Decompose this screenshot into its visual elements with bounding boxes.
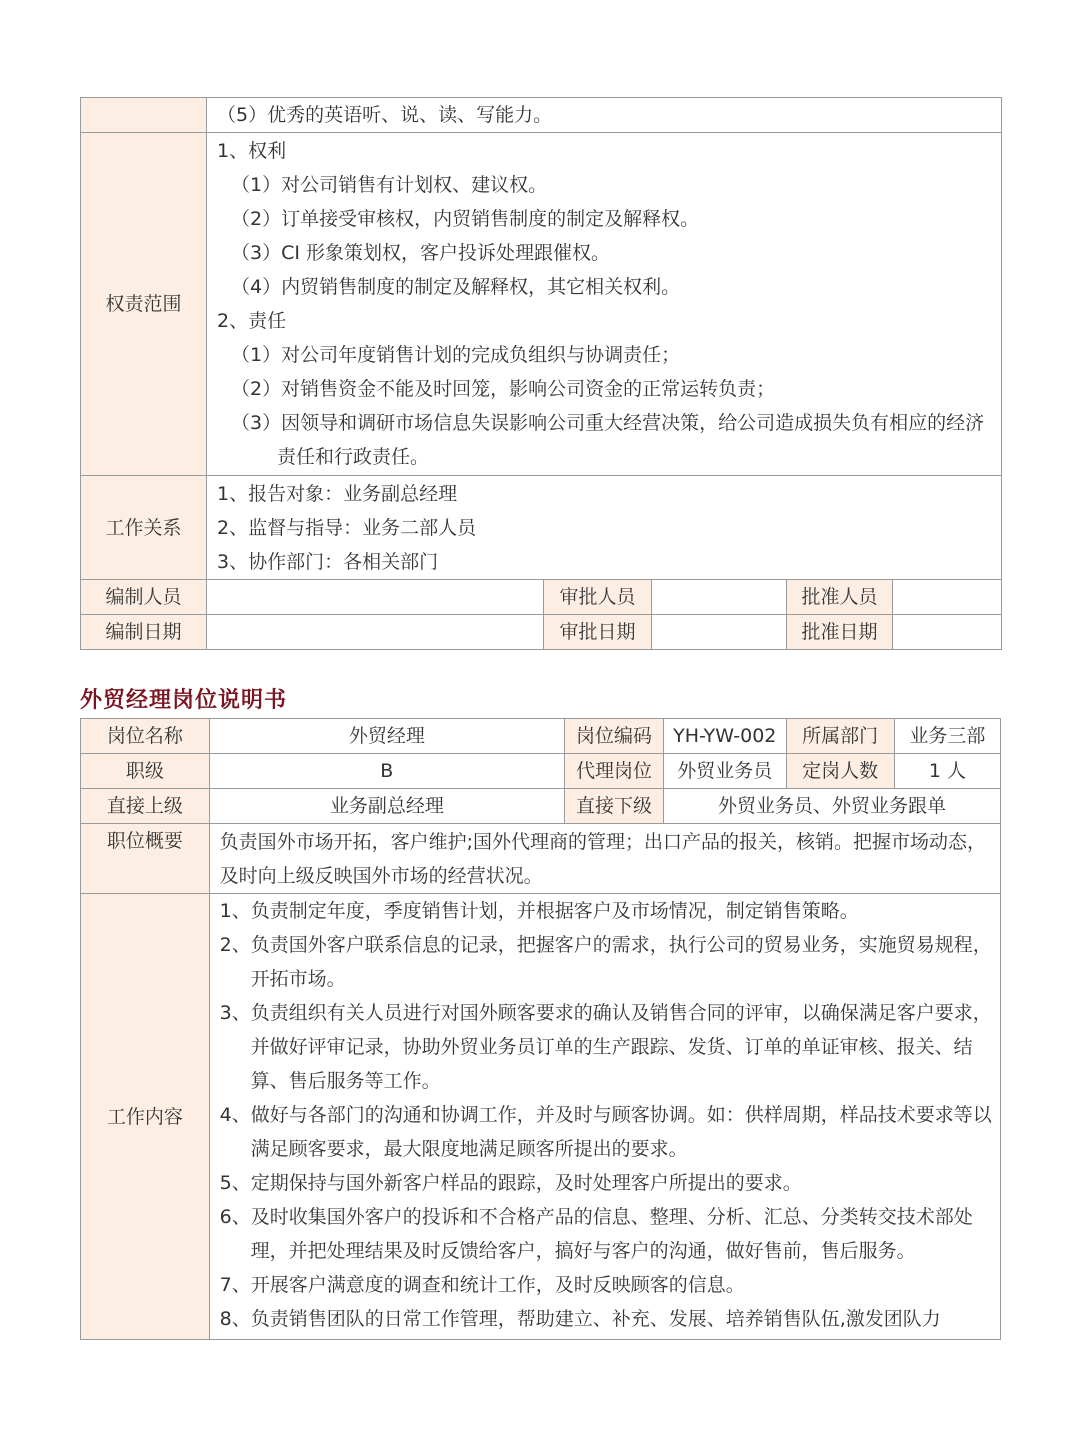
deputy-label: 代理岗位 xyxy=(564,754,663,789)
responsibility-item: （2）对销售资金不能及时回笼，影响公司资金的正常运转负责； xyxy=(231,378,776,400)
relation-item: 2、监督与指导：业务二部人员 xyxy=(217,516,477,539)
job-description-table-1 xyxy=(80,97,1002,650)
job-description-table-2 xyxy=(80,718,1001,1340)
authority-row xyxy=(81,133,1002,476)
preparer-row xyxy=(81,580,1002,615)
prepare-date-value xyxy=(207,615,544,650)
duties-heading: 2、责任 xyxy=(217,310,287,332)
section-title: 外贸经理岗位说明书 xyxy=(80,687,288,713)
empty-label-cell xyxy=(81,98,207,133)
reviewer-value xyxy=(652,580,787,615)
approve-date-value xyxy=(893,615,1002,650)
duty-item: 5、定期保持与国外新客户样品的跟踪，及时处理客户所提出的要求。 xyxy=(219,1172,802,1194)
superior-label: 直接上级 xyxy=(81,789,210,824)
duties-label: 工作内容 xyxy=(81,894,210,1340)
preparer-label: 编制人员 xyxy=(81,580,207,615)
department-label: 所属部门 xyxy=(786,719,894,754)
position-row xyxy=(81,719,1001,754)
authority-content xyxy=(207,133,1002,476)
relation-item: 3、协作部门：各相关部门 xyxy=(217,550,439,573)
duty-item: 7、开展客户满意度的调查和统计工作，及时反映顾客的信息。 xyxy=(219,1274,745,1296)
headcount-label: 定岗人数 xyxy=(786,754,894,789)
department-value: 业务三部 xyxy=(894,719,1000,754)
english-skill-text: （5）优秀的英语听、说、读、写能力。 xyxy=(207,98,1002,133)
grade-value: B xyxy=(209,754,564,789)
preparer-value xyxy=(207,580,544,615)
reviewer-label: 审批人员 xyxy=(544,580,652,615)
qualification-row xyxy=(81,98,1002,133)
right-item: （1）对公司销售有计划权、建议权。 xyxy=(231,174,548,196)
deputy-value: 外贸业务员 xyxy=(664,754,787,789)
duty-item: 4、做好与各部门的沟通和协调工作，并及时与顾客协调。如：供样周期，样品技术要求等以满足顾客要求，最大限度地满足顾客所提出的要求。 xyxy=(219,1104,992,1160)
reporting-row xyxy=(81,789,1001,824)
review-date-label: 审批日期 xyxy=(544,615,652,650)
position-code-label: 岗位编码 xyxy=(564,719,663,754)
responsibility-item: （3）因领导和调研市场信息失误影响公司重大经营决策，给公司造成损失负有相应的经济责任和行政责任。 xyxy=(231,412,985,468)
duty-item: 8、负责销售团队的日常工作管理，帮助建立、补充、发展、培养销售队伍,激发团队力 xyxy=(219,1308,941,1330)
duty-item: 2、负责国外客户联系信息的记录，把握客户的需求，执行公司的贸易业务，实施贸易规程，开拓市场。 xyxy=(219,934,992,990)
right-item: （2）订单接受审核权，内贸销售制度的制定及解释权。 xyxy=(231,208,700,230)
relation-item: 1、报告对象：业务副总经理 xyxy=(217,482,458,505)
position-name-label: 岗位名称 xyxy=(81,719,210,754)
approver-label: 批准人员 xyxy=(787,580,893,615)
right-item: （3）CI 形象策划权，客户投诉处理跟催权。 xyxy=(231,242,610,264)
relations-content xyxy=(207,476,1002,580)
summary-row xyxy=(81,824,1001,894)
duties-row xyxy=(81,894,1001,1340)
duty-item: 6、及时收集国外客户的投诉和不合格产品的信息、整理、分析、汇总、分类转交技术部处理，并把处理结果及时反馈给客户，搞好与客户的沟通，做好售前，售后服务。 xyxy=(219,1206,973,1262)
summary-label: 职位概要 xyxy=(81,824,210,894)
right-item: （4）内贸销售制度的制定及解释权，其它相关权利。 xyxy=(231,276,681,298)
relations-row xyxy=(81,476,1002,580)
headcount-value: 1 人 xyxy=(894,754,1000,789)
duties-content xyxy=(209,894,1000,1340)
subordinate-value: 外贸业务员、外贸业务跟单 xyxy=(664,789,1001,824)
summary-text: 负责国外市场开拓，客户维护;国外代理商的管理；出口产品的报关，核销。把握市场动态，及时向上级反映国外市场的经营状况。 xyxy=(209,824,1000,894)
grade-row xyxy=(81,754,1001,789)
approver-value xyxy=(893,580,1002,615)
subordinate-label: 直接下级 xyxy=(564,789,663,824)
approve-date-label: 批准日期 xyxy=(787,615,893,650)
responsibility-item: （1）对公司年度销售计划的完成负组织与协调责任； xyxy=(231,344,681,366)
position-code-value: YH-YW-002 xyxy=(664,719,787,754)
authority-label: 权责范围 xyxy=(81,133,207,476)
duty-item: 1、负责制定年度，季度销售计划，并根据客户及市场情况，制定销售策略。 xyxy=(219,900,859,922)
superior-value: 业务副总经理 xyxy=(209,789,564,824)
duty-item: 3、负责组织有关人员进行对国外顾客要求的确认及销售合同的评审，以确保满足客户要求，并做好评审记录，协助外贸业务员订单的生产跟踪、发货、订单的单证审核、报关、结算、售后服务等工作。 xyxy=(219,1002,992,1092)
relations-label: 工作关系 xyxy=(81,476,207,580)
review-date-value xyxy=(652,615,787,650)
rights-heading: 1、权利 xyxy=(217,140,287,162)
grade-label: 职级 xyxy=(81,754,210,789)
position-name-value: 外贸经理 xyxy=(209,719,564,754)
prepare-date-label: 编制日期 xyxy=(81,615,207,650)
date-row xyxy=(81,615,1002,650)
